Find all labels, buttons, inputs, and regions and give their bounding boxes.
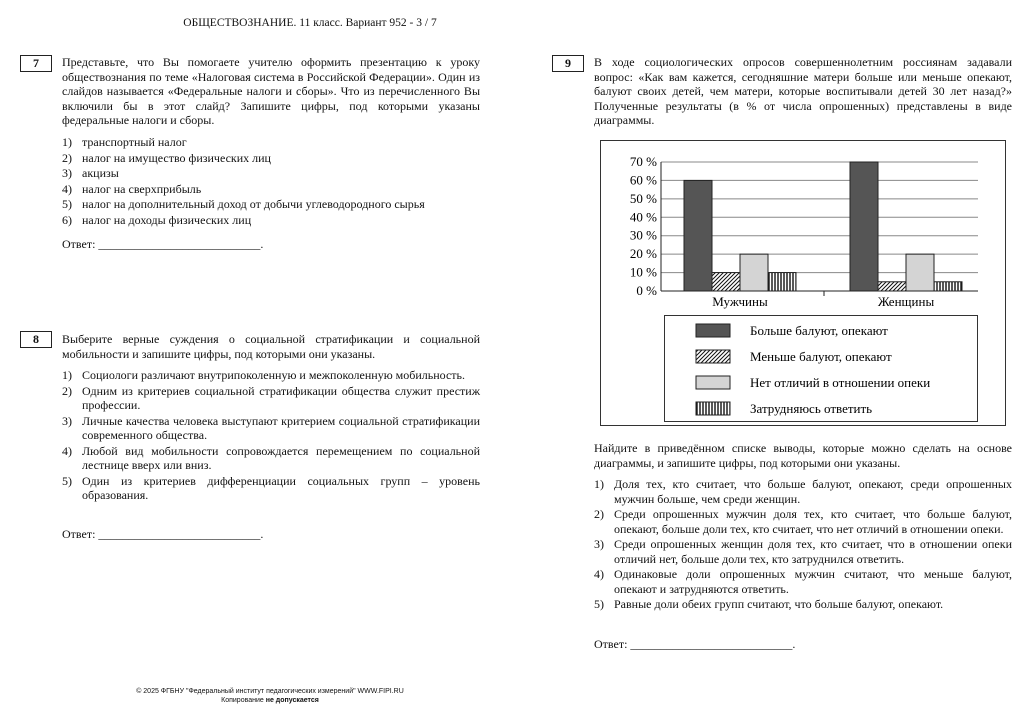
question-9-answer[interactable]: Ответ: ___________________________. [594,637,796,651]
x-category-label: Мужчины [712,294,768,309]
option [594,537,1012,566]
option-text: налог на имущество физических лиц [82,150,271,165]
footer-copying-prefix: Копирование [221,697,266,704]
legend-label: Меньше балуют, опекают [750,349,892,364]
option-number: 5) [594,597,604,611]
option [62,414,480,443]
option-number: 4) [594,567,604,581]
option-number: 1) [594,477,604,491]
option-text: налог на доходы физических лиц [82,212,252,227]
footer-copyright: © 2025 ФГБНУ "Федеральный институт педагогических измерений" WWW.FIPI.RU [136,688,404,695]
option [594,597,1012,612]
option [594,477,1012,506]
option-number: 3) [594,537,604,551]
question-8-options [62,368,480,504]
bar [934,282,962,291]
option-number: 2) [62,383,72,398]
y-tick-label: 20 % [629,246,657,262]
option [62,151,480,166]
option-text: Одним из критериев социальной стратификации общества служит престиж профессии. [82,383,480,412]
bar [906,254,934,291]
option-text: Любой вид мобильности сопровождается перемещением по социальной лестнице вверх или вниз. [82,443,480,472]
option-text: Среди опрошенных женщин доля тех, кто считает, что в отношении опеки отличий нет, больше доли тех, кто затруднился ответить. [614,537,1012,566]
y-tick-label: 0 % [636,283,657,298]
legend-label: Больше балуют, опекают [750,323,888,338]
option-text: акцизы [82,166,119,180]
question-9-options [594,477,1012,613]
legend-swatch [696,402,730,415]
question-7-number: 7 [20,55,52,72]
option-text: Личные качества человека выступают критерием социальной стратификации современного общества. [82,413,480,442]
y-tick-label: 30 % [629,227,657,243]
legend-label: Затрудняюсь ответить [750,401,873,416]
option-number: 5) [62,473,72,488]
question-8-number: 8 [20,331,52,348]
option-number: 1) [62,368,72,382]
option-number: 6) [62,212,72,227]
legend-swatch [696,324,730,337]
option [62,197,480,212]
bar-chart [600,140,1006,426]
question-8-text: Выберите верные суждения о социальной стратификации и социальной мобильности и запишите цифры, под которыми они указаны. [62,332,480,361]
option-text: налог на дополнительный доход от добычи углеводородного сырья [82,197,425,211]
question-7-text: Представьте, что Вы помогаете учителю оформить презентацию к уроку обществознания по теме «Налоговая система в Российской Федерации». Один из слайдов называется «Федеральные налоги и сборы». Что из перечисленного Вы включили бы в этот слайд? Запишите цифры, под которыми указаны федеральные налоги и сборы. [62,55,480,127]
option-text: транспортный налог [82,135,187,149]
bar [684,180,712,291]
question-9-text: В ходе социологических опросов совершеннолетним россиянам задавали вопрос: «Как вам кажется, сегодняшние матери больше или меньше опекают, балуют своих детей, чем матери, которые воспитывали детей 30 лет назад?» Полученные результаты (в % от числа опрошенных) представлены в виде диаграммы. [594,55,1012,127]
y-tick-label: 40 % [629,209,657,225]
bar [712,273,740,291]
option-text: Равные доли обеих групп считают, что больше балуют, опекают. [614,597,944,611]
option [62,182,480,197]
y-tick-label: 70 % [629,154,657,169]
legend [665,316,978,422]
question-9-number: 9 [552,55,584,72]
option-number: 1) [62,135,72,149]
option-text: Один из критериев дифференциации социальных групп – уровень образования. [82,473,480,502]
option-number: 2) [62,150,72,165]
option-number: 3) [62,413,72,428]
option-number: 2) [594,507,604,521]
bar [878,282,906,291]
bar [850,162,878,291]
legend-swatch [696,350,730,363]
y-tick-label: 60 % [629,172,657,188]
option-text: Среди опрошенных мужчин доля тех, кто считает, что больше балуют, опекают, больше доли тех, кто считает, что нет отличий в отношении опеки. [614,507,1012,536]
option-text: Социологи различают внутрипоколенную и межпоколенную мобильность. [82,368,466,382]
page-header: ОБЩЕСТВОЗНАНИЕ. 11 класс. Вариант 952 - 3 / 7 [183,17,437,29]
option-number: 4) [62,181,72,196]
question-8-answer[interactable]: Ответ: ___________________________. [62,527,264,541]
legend-swatch [696,376,730,389]
option [62,135,480,150]
y-tick-label: 10 % [629,264,657,280]
footer-copying-bold: не допускается [265,697,319,704]
question-9-instruction: Найдите в приведённом списке выводы, которые можно сделать на основе диаграммы, и запишите цифры, под которыми они указаны. [594,441,1012,470]
option-number: 5) [62,197,72,211]
option-text: Доля тех, кто считает, что больше балуют, опекают, среди опрошенных мужчин больше, чем среди женщин. [614,477,1012,506]
option [62,474,480,503]
option [594,567,1012,596]
footer-copying-note [100,697,440,704]
y-tick-label: 50 % [629,190,657,206]
option-text: налог на сверхприбыль [82,181,202,196]
option-number: 4) [62,443,72,458]
question-7-options [62,135,480,228]
bar [768,273,796,291]
option [62,166,480,181]
legend-label: Нет отличий в отношении опеки [750,375,931,390]
option [62,213,480,228]
bar [740,254,768,291]
option-text: Одинаковые доли опрошенных мужчин считают, что меньше балуют, опекают и затрудняются ответить. [614,567,1012,596]
option [62,368,480,383]
option-number: 3) [62,166,72,180]
option [62,444,480,473]
option [62,384,480,413]
option [594,507,1012,536]
question-7-answer[interactable]: Ответ: ___________________________. [62,237,264,251]
x-category-label: Женщины [877,294,935,309]
